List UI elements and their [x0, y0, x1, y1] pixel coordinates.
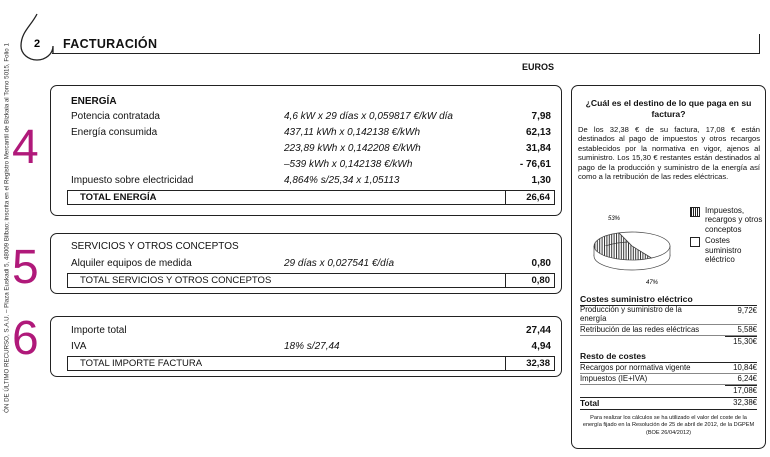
panel-paragraph: De los 32,38 € de su factura, 17,08 € están destinados al pago de impuestos y otros recargos establecidos por la normativa en vigor, ajenos al suministro. Los 15,30 € restantes están destinados al pago de la producción y suministro de la energía así como a la retribución de las redes eléctricas.: [578, 125, 760, 182]
energy-row: [71, 127, 551, 141]
header-rule-end: [759, 34, 760, 54]
pie-legend: [690, 206, 767, 264]
services-total: [67, 273, 555, 288]
cost-label: Recargos por normativa vigente: [580, 363, 691, 372]
section-tab-shape: [17, 10, 57, 62]
total-value: 0,80: [531, 275, 550, 286]
pie-label-costs: 47%: [646, 280, 659, 286]
cost-row: [580, 397, 757, 410]
legend-taxes: [690, 206, 767, 234]
services-row: [71, 258, 551, 272]
total-value: 32,38: [526, 358, 550, 369]
row-value: 0,80: [531, 258, 551, 269]
cost-value: 9,72€: [737, 306, 757, 315]
blank-swatch-icon: [690, 237, 700, 247]
row-label: IVA: [71, 341, 87, 352]
row-calc: –539 kWh x 0,142138 €/kWh: [284, 159, 413, 170]
energy-row: [71, 175, 551, 189]
other-costs-table: [580, 351, 757, 395]
cost-row: [580, 363, 757, 374]
row-calc: 437,11 kWh x 0,142138 €/kWh: [284, 127, 421, 138]
cost-subtotal-value: 17,08€: [725, 385, 757, 395]
row-calc: 4,6 kW x 29 días x 0,059817 €/kW día: [284, 111, 453, 122]
section-title: FACTURACIÓN: [63, 37, 158, 51]
row-calc: 223,89 kWh x 0,142208 €/kWh: [284, 143, 421, 154]
row-calc: 29 días x 0,027541 €/día: [284, 258, 395, 269]
header-rule: [52, 53, 760, 54]
energy-box: [50, 85, 562, 216]
legend-costs-label: Costes suministro eléctrico: [705, 236, 742, 265]
cost-row: [580, 374, 757, 385]
cost-value: 6,24€: [737, 374, 757, 383]
cost-label: Producción y suministro de la energía: [580, 305, 682, 323]
grand-total-value: 32,38€: [733, 398, 757, 407]
panel-question: ¿Cuál es el destino de lo que paga en su factura?: [585, 98, 752, 119]
block-number-5: 5: [12, 241, 39, 294]
currency-label: EUROS: [522, 62, 555, 72]
grand-total-row: [580, 397, 757, 410]
legal-side-text: ÓN DE ÚLTIMO RECURSO, S.A.U. – Plaza Euskadi 5, 48009 Bilbao; inscrita en el Registro Mercantil de Bizkaia al Tomo 5015, Folio 1: [3, 43, 11, 413]
energy-row: [71, 143, 551, 157]
supply-costs-title: Costes suministro eléctrico: [580, 294, 757, 306]
invoice-total: [67, 356, 555, 371]
cost-subtotal-value: 15,30€: [725, 336, 757, 346]
cost-label: Retribución de las redes eléctricas: [580, 325, 700, 334]
payment-destination-panel: [571, 85, 766, 449]
total-label: TOTAL IMPORTE FACTURA: [80, 358, 203, 369]
row-value: 1,30: [531, 175, 551, 186]
energy-title: ENERGÍA: [71, 96, 117, 107]
row-label: Energía consumida: [71, 127, 158, 138]
payment-pie-chart: [580, 206, 688, 286]
energy-total: [67, 190, 555, 205]
row-label: Impuesto sobre electricidad: [71, 175, 194, 186]
cost-label: Impuestos (IE+IVA): [580, 374, 648, 383]
row-label: Potencia contratada: [71, 111, 160, 122]
total-separator: [505, 357, 506, 370]
block-number-6: 6: [12, 312, 39, 365]
calculation-note: Para realizar los cálculos se ha utilizado el valor del coste de la energía fijado en la Resolución de 25 de abril de 2012, de la DGPEM (BOE 26/04/2012): [582, 415, 755, 436]
total-value: 26,64: [526, 192, 550, 203]
cost-value: 10,84€: [733, 363, 757, 372]
total-separator: [505, 191, 506, 204]
invoice-row: [71, 325, 551, 339]
total-label: TOTAL ENERGÍA: [80, 192, 157, 203]
services-box: [50, 233, 562, 294]
total-separator: [505, 274, 506, 287]
row-value: 27,44: [525, 325, 551, 336]
cost-subtotal: [580, 385, 757, 395]
invoice-total-box: [50, 316, 562, 377]
services-title: SERVICIOS Y OTROS CONCEPTOS: [71, 241, 239, 252]
row-value: - 76,61: [519, 159, 551, 170]
cost-subtotal: [580, 336, 757, 346]
row-value: 4,94: [531, 341, 551, 352]
section-number: 2: [33, 38, 41, 50]
row-value: 7,98: [531, 111, 551, 122]
pie-label-taxes: 53%: [608, 216, 621, 222]
other-costs-title: Resto de costes: [580, 351, 757, 363]
cost-row: [580, 306, 757, 325]
supply-costs-table: [580, 294, 757, 346]
invoice-row: [71, 341, 551, 355]
legend-taxes-label: Impuestos, recargos y otros conceptos: [705, 206, 763, 234]
hatched-swatch-icon: [690, 207, 700, 217]
legend-costs: [690, 236, 767, 264]
row-label: Alquiler equipos de medida: [71, 258, 192, 269]
row-value: 62,13: [525, 127, 551, 138]
row-value: 31,84: [525, 143, 551, 154]
row-calc: 18% s/27,44: [284, 341, 340, 352]
row-calc: 4,864% s/25,34 x 1,05113: [284, 175, 400, 186]
cost-value: 5,58€: [737, 325, 757, 334]
total-label: TOTAL SERVICIOS Y OTROS CONCEPTOS: [80, 275, 272, 286]
block-number-4: 4: [12, 121, 39, 174]
grand-total-label: Total: [580, 398, 600, 408]
energy-row: [71, 111, 551, 125]
cost-row: [580, 325, 757, 336]
row-label: Importe total: [71, 325, 127, 336]
energy-row: [71, 159, 551, 173]
